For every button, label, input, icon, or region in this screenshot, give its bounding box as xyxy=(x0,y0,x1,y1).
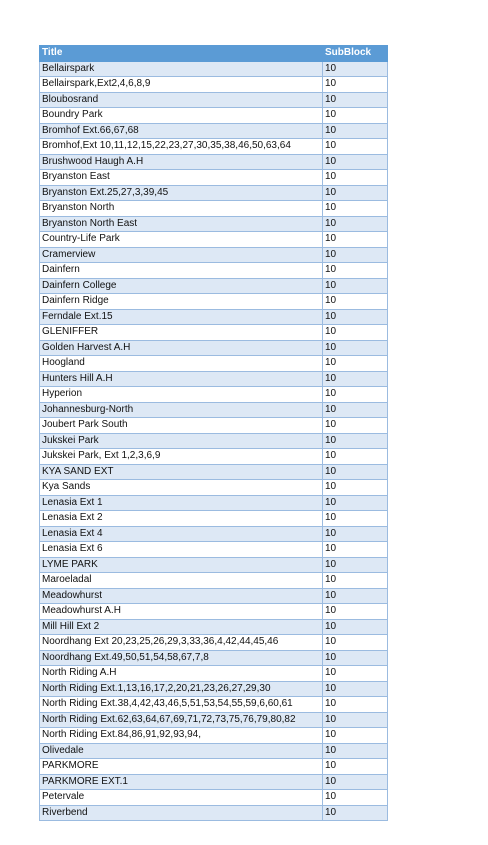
suburb-title-cell: Bellairspark,Ext2,4,6,8,9 xyxy=(40,77,323,93)
suburb-title-cell: Brushwood Haugh A.H xyxy=(40,154,323,170)
subblock-cell: 10 xyxy=(323,681,388,697)
subblock-cell: 10 xyxy=(323,449,388,465)
subblock-cell: 10 xyxy=(323,511,388,527)
suburb-title-cell: Bellairspark xyxy=(40,61,323,77)
subblock-cell: 10 xyxy=(323,278,388,294)
table-row xyxy=(40,790,388,806)
table-row xyxy=(40,108,388,124)
subblock-cell: 10 xyxy=(323,712,388,728)
suburb-subblock-table xyxy=(39,45,388,821)
table-row xyxy=(40,216,388,232)
table-row xyxy=(40,263,388,279)
subblock-cell: 10 xyxy=(323,77,388,93)
subblock-cell: 10 xyxy=(323,697,388,713)
suburb-title-cell: Noordhang Ext 20,23,25,26,29,3,33,36,4,42,44,45,46 xyxy=(40,635,323,651)
suburb-title-cell: Petervale xyxy=(40,790,323,806)
table-row xyxy=(40,449,388,465)
table-row xyxy=(40,402,388,418)
subblock-cell: 10 xyxy=(323,790,388,806)
subblock-cell: 10 xyxy=(323,495,388,511)
subblock-cell: 10 xyxy=(323,294,388,310)
table-row xyxy=(40,170,388,186)
suburb-title-cell: Bromhof,Ext 10,11,12,15,22,23,27,30,35,38,46,50,63,64 xyxy=(40,139,323,155)
subblock-cell: 10 xyxy=(323,263,388,279)
subblock-cell: 10 xyxy=(323,743,388,759)
suburb-title-cell: North Riding Ext.1,13,16,17,2,20,21,23,26,27,29,30 xyxy=(40,681,323,697)
table-row xyxy=(40,743,388,759)
subblock-cell: 10 xyxy=(323,108,388,124)
table-row xyxy=(40,309,388,325)
suburb-title-cell: North Riding Ext.62,63,64,67,69,71,72,73,75,76,79,80,82 xyxy=(40,712,323,728)
subblock-cell: 10 xyxy=(323,604,388,620)
table-row xyxy=(40,185,388,201)
suburb-title-cell: Joubert Park South xyxy=(40,418,323,434)
suburb-title-cell: Dainfern xyxy=(40,263,323,279)
table-row xyxy=(40,604,388,620)
table-row xyxy=(40,635,388,651)
suburb-subblock-table-container xyxy=(39,45,387,821)
suburb-title-cell: North Riding Ext.38,4,42,43,46,5,51,53,54,55,59,6,60,61 xyxy=(40,697,323,713)
suburb-title-cell: Hunters Hill A.H xyxy=(40,371,323,387)
suburb-title-cell: Dainfern Ridge xyxy=(40,294,323,310)
subblock-cell: 10 xyxy=(323,92,388,108)
table-row xyxy=(40,61,388,77)
subblock-cell: 10 xyxy=(323,728,388,744)
table-row xyxy=(40,418,388,434)
suburb-title-cell: PARKMORE EXT.1 xyxy=(40,774,323,790)
subblock-cell: 10 xyxy=(323,170,388,186)
table-row xyxy=(40,759,388,775)
subblock-cell: 10 xyxy=(323,588,388,604)
subblock-cell: 10 xyxy=(323,526,388,542)
subblock-cell: 10 xyxy=(323,309,388,325)
table-row xyxy=(40,526,388,542)
suburb-title-cell: GLENIFFER xyxy=(40,325,323,341)
suburb-title-cell: North Riding Ext.84,86,91,92,93,94, xyxy=(40,728,323,744)
subblock-cell: 10 xyxy=(323,418,388,434)
suburb-title-cell: KYA SAND EXT xyxy=(40,464,323,480)
suburb-title-cell: Dainfern College xyxy=(40,278,323,294)
subblock-cell: 10 xyxy=(323,573,388,589)
table-row xyxy=(40,557,388,573)
suburb-title-cell: Bloubosrand xyxy=(40,92,323,108)
table-row xyxy=(40,294,388,310)
suburb-title-cell: Golden Harvest A.H xyxy=(40,340,323,356)
table-row xyxy=(40,542,388,558)
suburb-title-cell: Bryanston North xyxy=(40,201,323,217)
subblock-cell: 10 xyxy=(323,201,388,217)
suburb-title-cell: Jukskei Park xyxy=(40,433,323,449)
table-row xyxy=(40,681,388,697)
subblock-column-header: SubBlock xyxy=(323,46,388,62)
suburb-title-cell: Lenasia Ext 4 xyxy=(40,526,323,542)
table-row xyxy=(40,154,388,170)
suburb-title-cell: Hyperion xyxy=(40,387,323,403)
table-row xyxy=(40,697,388,713)
subblock-cell: 10 xyxy=(323,433,388,449)
suburb-title-cell: Bryanston North East xyxy=(40,216,323,232)
suburb-title-cell: Meadowhurst A.H xyxy=(40,604,323,620)
suburb-title-cell: Country-Life Park xyxy=(40,232,323,248)
table-row xyxy=(40,480,388,496)
title-column-header: Title xyxy=(40,46,323,62)
subblock-cell: 10 xyxy=(323,371,388,387)
subblock-cell: 10 xyxy=(323,464,388,480)
subblock-cell: 10 xyxy=(323,402,388,418)
subblock-cell: 10 xyxy=(323,759,388,775)
suburb-title-cell: Johannesburg-North xyxy=(40,402,323,418)
table-row xyxy=(40,495,388,511)
table-row xyxy=(40,588,388,604)
suburb-title-cell: Lenasia Ext 6 xyxy=(40,542,323,558)
subblock-cell: 10 xyxy=(323,774,388,790)
suburb-title-cell: Kya Sands xyxy=(40,480,323,496)
table-row xyxy=(40,728,388,744)
table-row xyxy=(40,712,388,728)
subblock-cell: 10 xyxy=(323,387,388,403)
table-row xyxy=(40,464,388,480)
subblock-cell: 10 xyxy=(323,557,388,573)
suburb-title-cell: Olivedale xyxy=(40,743,323,759)
table-row xyxy=(40,123,388,139)
table-header xyxy=(40,46,388,62)
suburb-title-cell: Cramerview xyxy=(40,247,323,263)
suburb-title-cell: Bryanston East xyxy=(40,170,323,186)
suburb-title-cell: Hoogland xyxy=(40,356,323,372)
table-body xyxy=(40,61,388,821)
suburb-title-cell: Meadowhurst xyxy=(40,588,323,604)
table-row xyxy=(40,201,388,217)
subblock-cell: 10 xyxy=(323,480,388,496)
table-row xyxy=(40,511,388,527)
table-row xyxy=(40,433,388,449)
subblock-cell: 10 xyxy=(323,666,388,682)
suburb-title-cell: LYME PARK xyxy=(40,557,323,573)
subblock-cell: 10 xyxy=(323,805,388,821)
table-row xyxy=(40,340,388,356)
table-row xyxy=(40,619,388,635)
subblock-cell: 10 xyxy=(323,154,388,170)
suburb-title-cell: Maroeladal xyxy=(40,573,323,589)
subblock-cell: 10 xyxy=(323,216,388,232)
subblock-cell: 10 xyxy=(323,356,388,372)
subblock-cell: 10 xyxy=(323,185,388,201)
table-row xyxy=(40,247,388,263)
table-row xyxy=(40,371,388,387)
table-row xyxy=(40,666,388,682)
subblock-cell: 10 xyxy=(323,61,388,77)
table-row xyxy=(40,325,388,341)
table-row xyxy=(40,573,388,589)
table-row xyxy=(40,356,388,372)
suburb-title-cell: Lenasia Ext 2 xyxy=(40,511,323,527)
suburb-title-cell: Noordhang Ext.49,50,51,54,58,67,7,8 xyxy=(40,650,323,666)
subblock-cell: 10 xyxy=(323,325,388,341)
subblock-cell: 10 xyxy=(323,619,388,635)
suburb-title-cell: Ferndale Ext.15 xyxy=(40,309,323,325)
suburb-title-cell: Bryanston Ext.25,27,3,39,45 xyxy=(40,185,323,201)
subblock-cell: 10 xyxy=(323,232,388,248)
suburb-title-cell: Bromhof Ext.66,67,68 xyxy=(40,123,323,139)
table-row xyxy=(40,387,388,403)
subblock-cell: 10 xyxy=(323,340,388,356)
table-row xyxy=(40,278,388,294)
table-row xyxy=(40,774,388,790)
subblock-cell: 10 xyxy=(323,635,388,651)
subblock-cell: 10 xyxy=(323,123,388,139)
suburb-title-cell: Lenasia Ext 1 xyxy=(40,495,323,511)
table-row xyxy=(40,77,388,93)
suburb-title-cell: North Riding A.H xyxy=(40,666,323,682)
suburb-title-cell: Mill Hill Ext 2 xyxy=(40,619,323,635)
suburb-title-cell: PARKMORE xyxy=(40,759,323,775)
table-row xyxy=(40,232,388,248)
suburb-title-cell: Jukskei Park, Ext 1,2,3,6,9 xyxy=(40,449,323,465)
table-row xyxy=(40,139,388,155)
table-row xyxy=(40,92,388,108)
table-row xyxy=(40,805,388,821)
suburb-title-cell: Riverbend xyxy=(40,805,323,821)
suburb-title-cell: Boundry Park xyxy=(40,108,323,124)
table-row xyxy=(40,650,388,666)
header-row xyxy=(40,46,388,62)
subblock-cell: 10 xyxy=(323,542,388,558)
subblock-cell: 10 xyxy=(323,139,388,155)
subblock-cell: 10 xyxy=(323,650,388,666)
subblock-cell: 10 xyxy=(323,247,388,263)
